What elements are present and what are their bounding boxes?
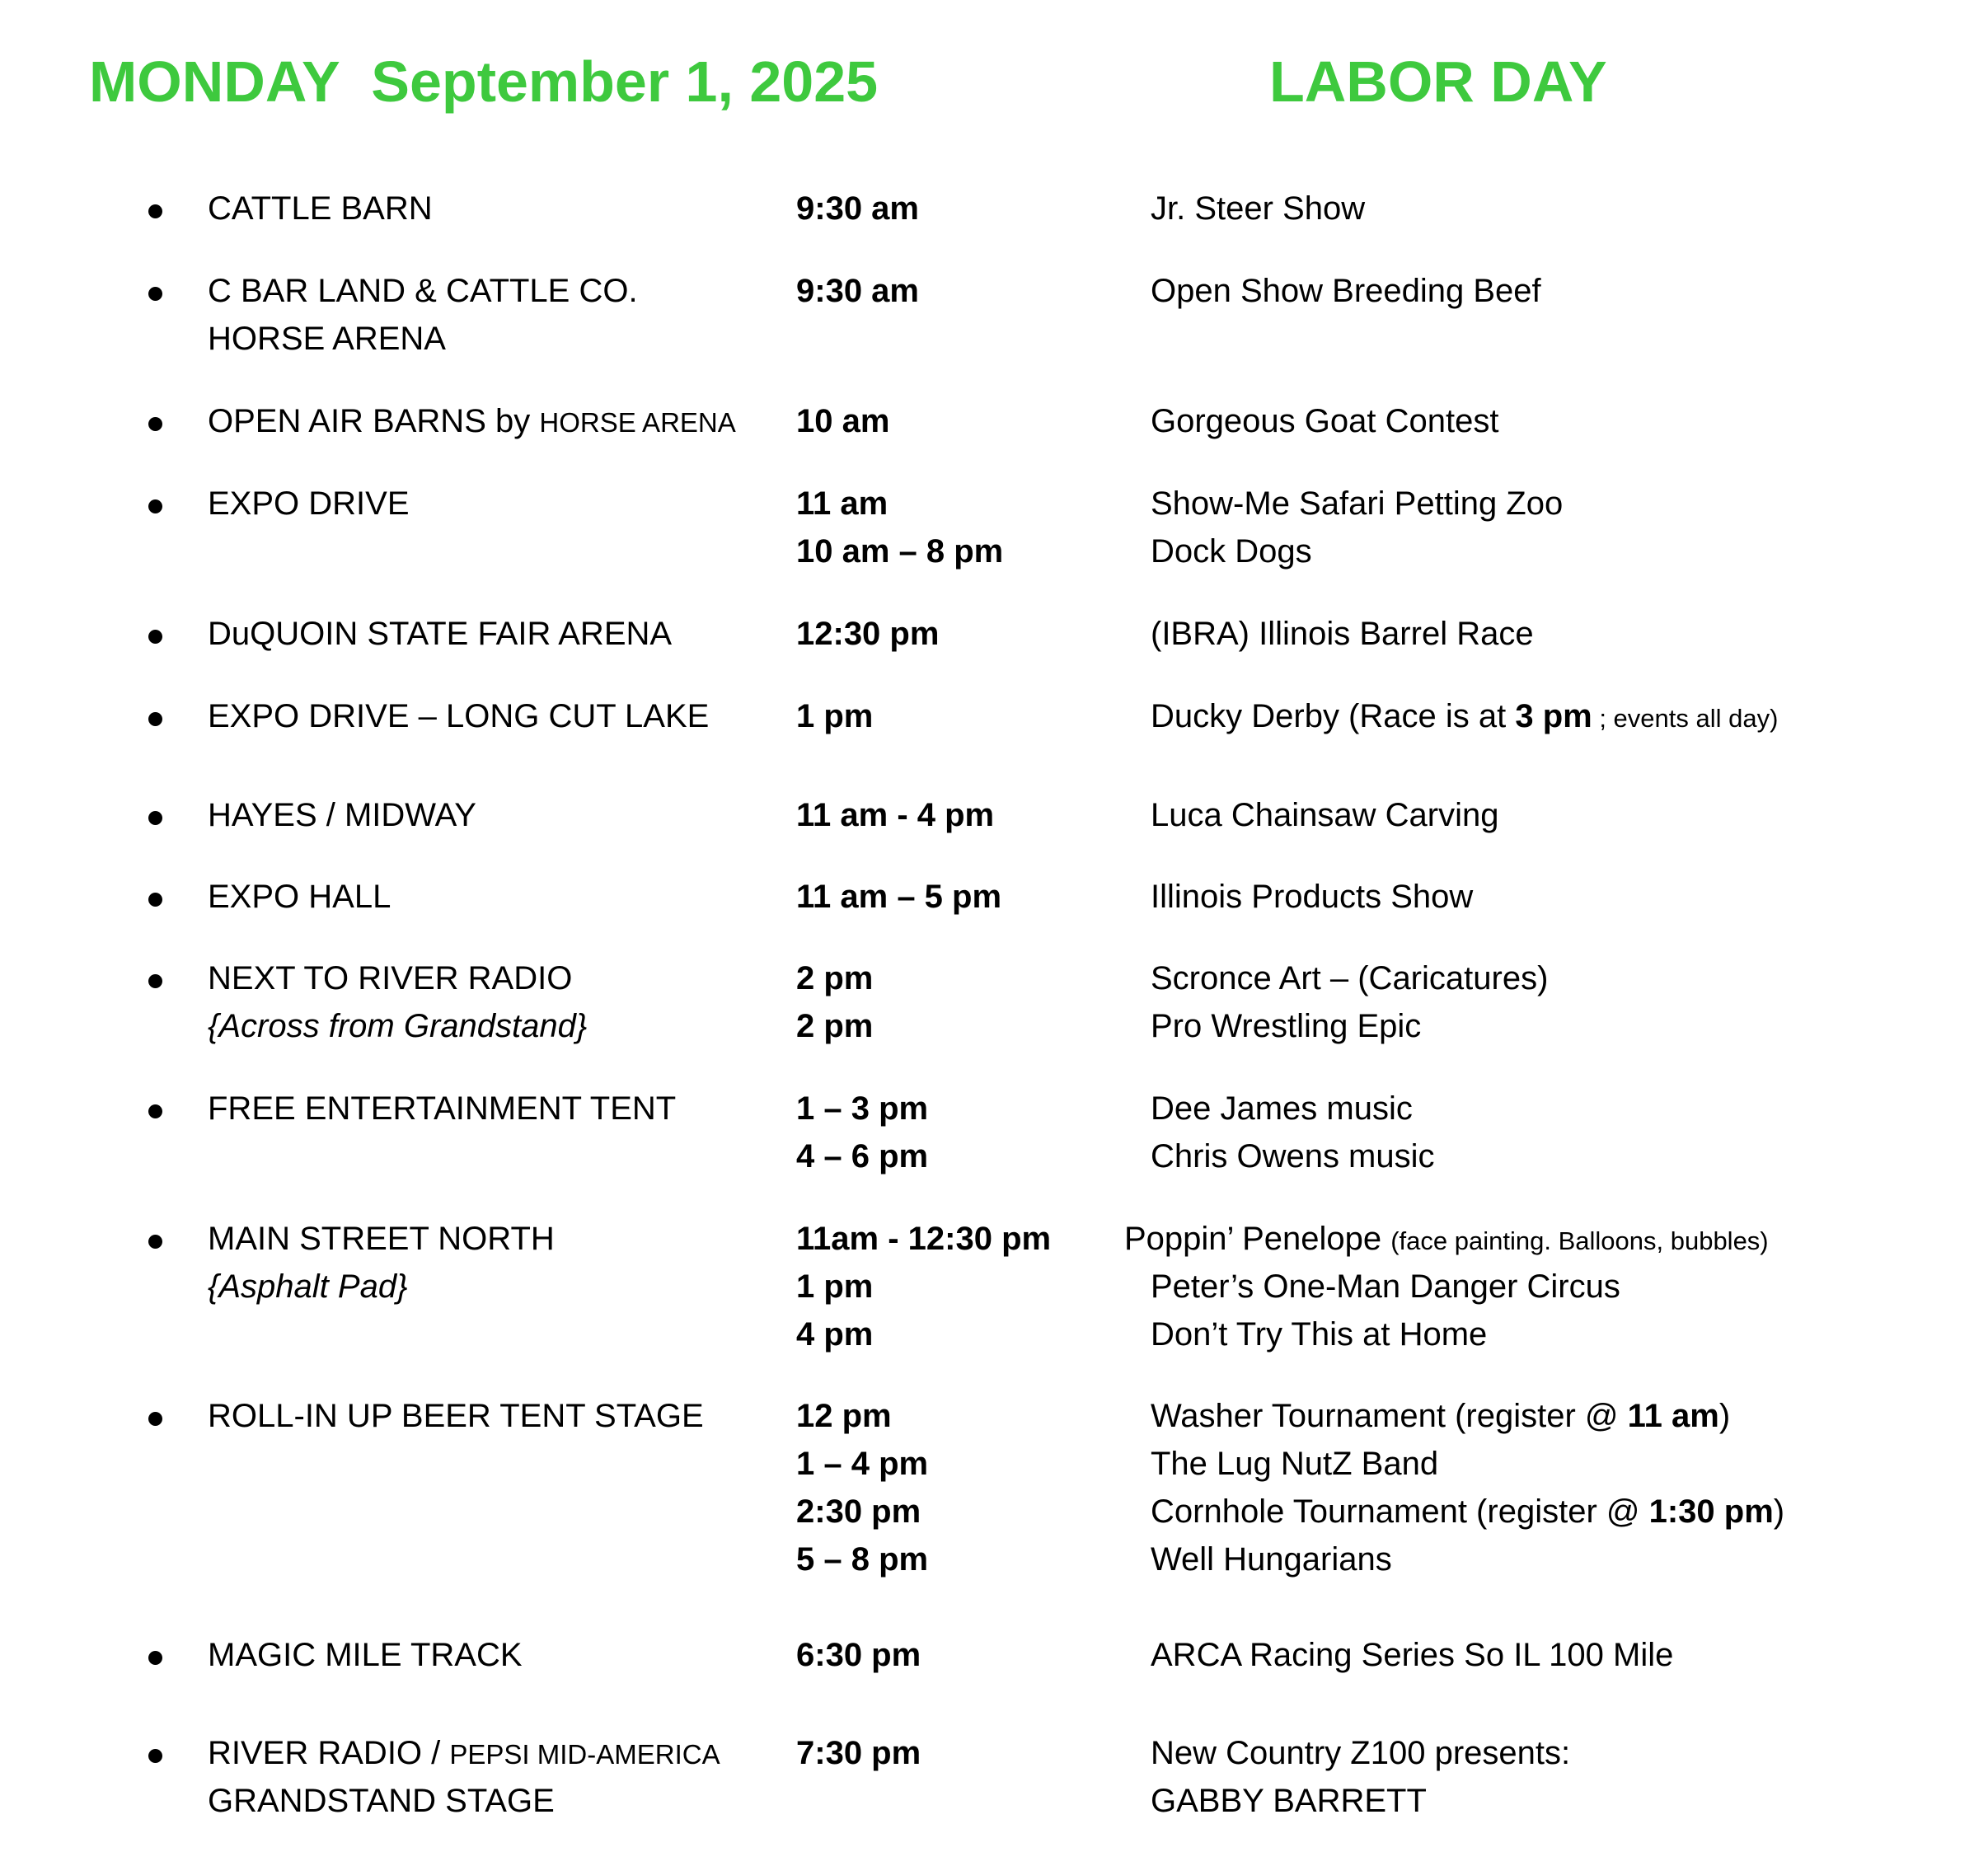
event-title: (IBRA) Illinois Barrel Race [1151, 616, 1534, 652]
poppin-penelope-text: Poppin’ Penelope [1124, 1221, 1391, 1257]
poppin-penelope-note: (face painting. Balloons, bubbles) [1390, 1226, 1769, 1255]
bullet-icon [148, 1235, 162, 1249]
location-label: CATTLE BARN [208, 190, 433, 227]
event-title [1151, 1488, 1975, 1536]
event-title: Peter’s One-Man Danger Circus [1151, 1268, 1620, 1305]
event-title: Illinois Products Show [1151, 879, 1474, 915]
event-title: Jr. Steer Show [1151, 190, 1366, 227]
bullet-icon [148, 893, 162, 907]
event-time: 5 – 8 pm [796, 1541, 929, 1578]
location-sublabel: {Asphalt Pad} [208, 1268, 408, 1305]
headliner-name: GABBY BARRETT [1151, 1783, 1427, 1819]
event-time: 11 am – 5 pm [796, 879, 1002, 915]
event-title: Pro Wrestling Epic [1151, 1008, 1422, 1044]
location-label: EXPO DRIVE [208, 485, 410, 522]
event-time: 10 am [796, 403, 890, 439]
bullet-icon [148, 1412, 162, 1426]
bullet-icon [148, 1749, 162, 1763]
event-time: 1 – 4 pm [796, 1446, 929, 1482]
event-title: Well Hungarians [1151, 1541, 1392, 1578]
bullet-icon [148, 1104, 162, 1118]
ducky-derby-text: Ducky Derby (Race is at [1151, 698, 1516, 734]
location-sublabel: {Across from Grandstand} [208, 1008, 588, 1044]
event-title: Show-Me Safari Petting Zoo [1151, 485, 1564, 522]
event-title: The Lug NutZ Band [1151, 1446, 1439, 1482]
location-label: ROLL-IN UP BEER TENT STAGE [208, 1398, 704, 1434]
bullet-icon [148, 287, 162, 301]
event-time: 1 – 3 pm [796, 1090, 929, 1127]
location-label: C BAR LAND & CATTLE CO. [208, 273, 638, 309]
event-title: Chris Owens music [1151, 1138, 1435, 1174]
location-main: OPEN AIR BARNS by [208, 403, 531, 439]
location-label: MAGIC MILE TRACK [208, 1637, 523, 1673]
location-label: MAIN STREET NORTH [208, 1221, 555, 1257]
ducky-derby-race-time: 3 pm [1515, 698, 1592, 734]
cornhole-register-time: 1:30 pm [1648, 1493, 1774, 1530]
location-small: PEPSI MID-AMERICA [449, 1739, 720, 1770]
location-label-line2: HORSE ARENA [208, 321, 446, 357]
location-main: RIVER RADIO / [208, 1735, 450, 1771]
cornhole-close-paren: ) [1773, 1493, 1785, 1530]
location-label: NEXT TO RIVER RADIO [208, 960, 573, 996]
event-title: Don’t Try This at Home [1151, 1316, 1488, 1353]
location-label: FREE ENTERTAINMENT TENT [208, 1090, 677, 1127]
event-time: 9:30 am [796, 190, 919, 227]
location-small: HORSE ARENA [539, 407, 736, 438]
location-label [208, 1729, 768, 1777]
page-header [0, 45, 1988, 119]
event-time: 12 pm [796, 1398, 892, 1434]
event-time: 1 pm [796, 698, 874, 734]
ducky-derby-note: ; events all day) [1592, 704, 1779, 733]
event-title: Luca Chainsaw Carving [1151, 797, 1499, 833]
event-time: 11 am - 4 pm [796, 797, 995, 833]
day-date-heading: MONDAY September 1, 2025 [89, 49, 879, 114]
event-time: 10 am – 8 pm [796, 533, 1004, 570]
event-time: 1 pm [796, 1268, 874, 1305]
location-label [208, 397, 768, 445]
event-title [1151, 692, 1975, 740]
event-time: 6:30 pm [796, 1637, 921, 1673]
holiday-heading: LABOR DAY [1269, 49, 1607, 114]
event-time: 9:30 am [796, 273, 919, 309]
event-title [1124, 1215, 1975, 1263]
location-label: DuQUOIN STATE FAIR ARENA [208, 616, 673, 652]
event-title: Dock Dogs [1151, 533, 1312, 570]
bullet-icon [148, 1651, 162, 1665]
event-title: Gorgeous Goat Contest [1151, 403, 1499, 439]
event-time: 2:30 pm [796, 1493, 921, 1530]
event-title [1151, 1392, 1975, 1440]
location-label: EXPO DRIVE – LONG CUT LAKE [208, 698, 710, 734]
event-time: 2 pm [796, 960, 874, 996]
event-time: 4 pm [796, 1316, 874, 1353]
washer-close-paren: ) [1718, 1398, 1731, 1434]
washer-tournament-text: Washer Tournament (register @ [1151, 1398, 1628, 1434]
event-time: 7:30 pm [796, 1735, 921, 1771]
bullet-icon [148, 712, 162, 726]
event-title: New Country Z100 presents: [1151, 1735, 1571, 1771]
washer-register-time: 11 am [1627, 1398, 1719, 1434]
bullet-icon [148, 417, 162, 431]
location-label: HAYES / MIDWAY [208, 797, 476, 833]
event-title: ARCA Racing Series So IL 100 Mile [1151, 1637, 1674, 1673]
event-time: 12:30 pm [796, 616, 940, 652]
bullet-icon [148, 811, 162, 825]
cornhole-tournament-text: Cornhole Tournament (register @ [1151, 1493, 1649, 1530]
event-time: 11 am [796, 485, 889, 522]
bullet-icon [148, 630, 162, 644]
event-time: 11am - 12:30 pm [796, 1221, 1052, 1257]
event-time: 4 – 6 pm [796, 1138, 929, 1174]
bullet-icon [148, 974, 162, 988]
location-label-line2: GRANDSTAND STAGE [208, 1783, 555, 1819]
event-time: 2 pm [796, 1008, 874, 1044]
location-label: EXPO HALL [208, 879, 392, 915]
bullet-icon [148, 204, 162, 218]
event-title: Open Show Breeding Beef [1151, 273, 1541, 309]
event-title: Dee James music [1151, 1090, 1413, 1127]
event-title: Scronce Art – (Caricatures) [1151, 960, 1549, 996]
bullet-icon [148, 499, 162, 513]
